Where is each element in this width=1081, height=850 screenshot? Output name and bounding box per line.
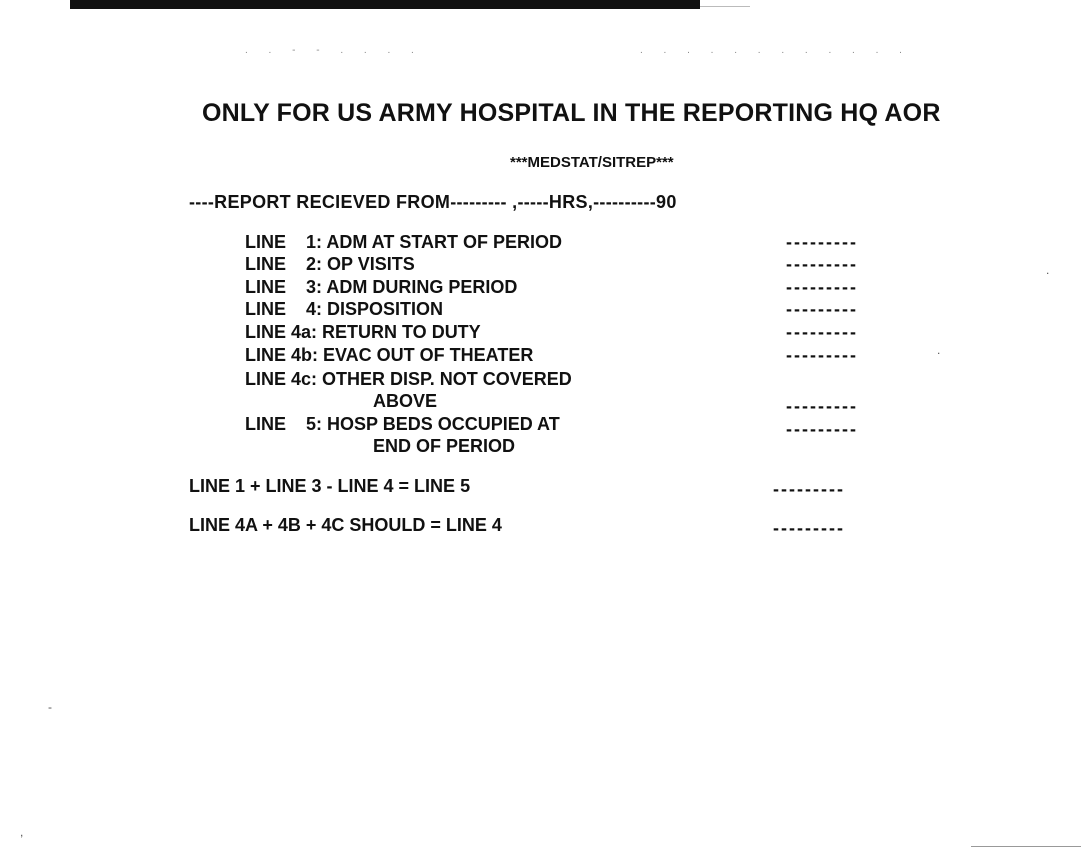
- line-item-4b: [245, 344, 533, 366]
- scan-mark: .: [1046, 263, 1050, 277]
- check-formula-1-blank: ---------: [773, 479, 845, 499]
- scan-mark: -: [48, 700, 52, 714]
- check-formula-2: LINE 4A + 4B + 4C SHOULD = LINE 4: [189, 515, 502, 535]
- line-item-label: LINE 1: ADM AT START OF PERIOD: [245, 232, 562, 252]
- line-item-label: LINE 4c: OTHER DISP. NOT COVERED: [245, 369, 572, 389]
- line-item-1: [245, 231, 562, 253]
- check-formula-1: LINE 1 + LINE 3 - LINE 4 = LINE 5: [189, 476, 471, 496]
- line-item-2-blank: ---------: [786, 254, 858, 274]
- line-item-4a-blank: ---------: [786, 322, 858, 342]
- line-item-4a: [245, 321, 481, 343]
- line-item-5: [245, 413, 560, 457]
- top-border-bar: [70, 0, 700, 9]
- document-subtitle: ***MEDSTAT/SITREP***: [510, 154, 674, 171]
- line-item-4-blank: ---------: [786, 299, 858, 319]
- line-item-label: LINE 4a: RETURN TO DUTY: [245, 322, 481, 342]
- line-item-continuation: ABOVE: [373, 391, 438, 411]
- scan-speckle: . . . . . . . . . . . .: [640, 45, 911, 56]
- line-item-continuation: END OF PERIOD: [373, 436, 516, 456]
- line-item-3: [245, 276, 517, 298]
- line-item-1-blank: ---------: [786, 232, 858, 252]
- line-item-4c: [245, 368, 572, 412]
- line-item-4c-blank: ---------: [786, 396, 858, 416]
- scan-speckle: . . - - . . . .: [245, 45, 423, 56]
- line-item-label: LINE 4: DISPOSITION: [245, 299, 444, 319]
- line-item-5-blank: ---------: [786, 419, 858, 439]
- report-received-line: ----REPORT RECIEVED FROM--------- ,-----HRS,----------90: [189, 192, 677, 212]
- scan-mark: ,: [20, 825, 24, 839]
- line-item-label: LINE 2: OP VISITS: [245, 254, 415, 274]
- line-item-2: [245, 253, 415, 275]
- line-item-4b-blank: ---------: [786, 345, 858, 365]
- line-item-label: LINE 3: ADM DURING PERIOD: [245, 277, 518, 297]
- line-item-4: [245, 298, 443, 320]
- scan-bottom-edge: [971, 846, 1081, 847]
- document-title: ONLY FOR US ARMY HOSPITAL IN THE REPORTING HQ AOR: [202, 99, 941, 127]
- scan-mark: .: [937, 343, 941, 357]
- line-item-label: LINE 5: HOSP BEDS OCCUPIED AT: [245, 414, 560, 434]
- line-item-label: LINE 4b: EVAC OUT OF THEATER: [245, 345, 534, 365]
- check-formula-2-blank: ---------: [773, 518, 845, 538]
- line-item-3-blank: ---------: [786, 277, 858, 297]
- top-border-tail: [700, 6, 750, 7]
